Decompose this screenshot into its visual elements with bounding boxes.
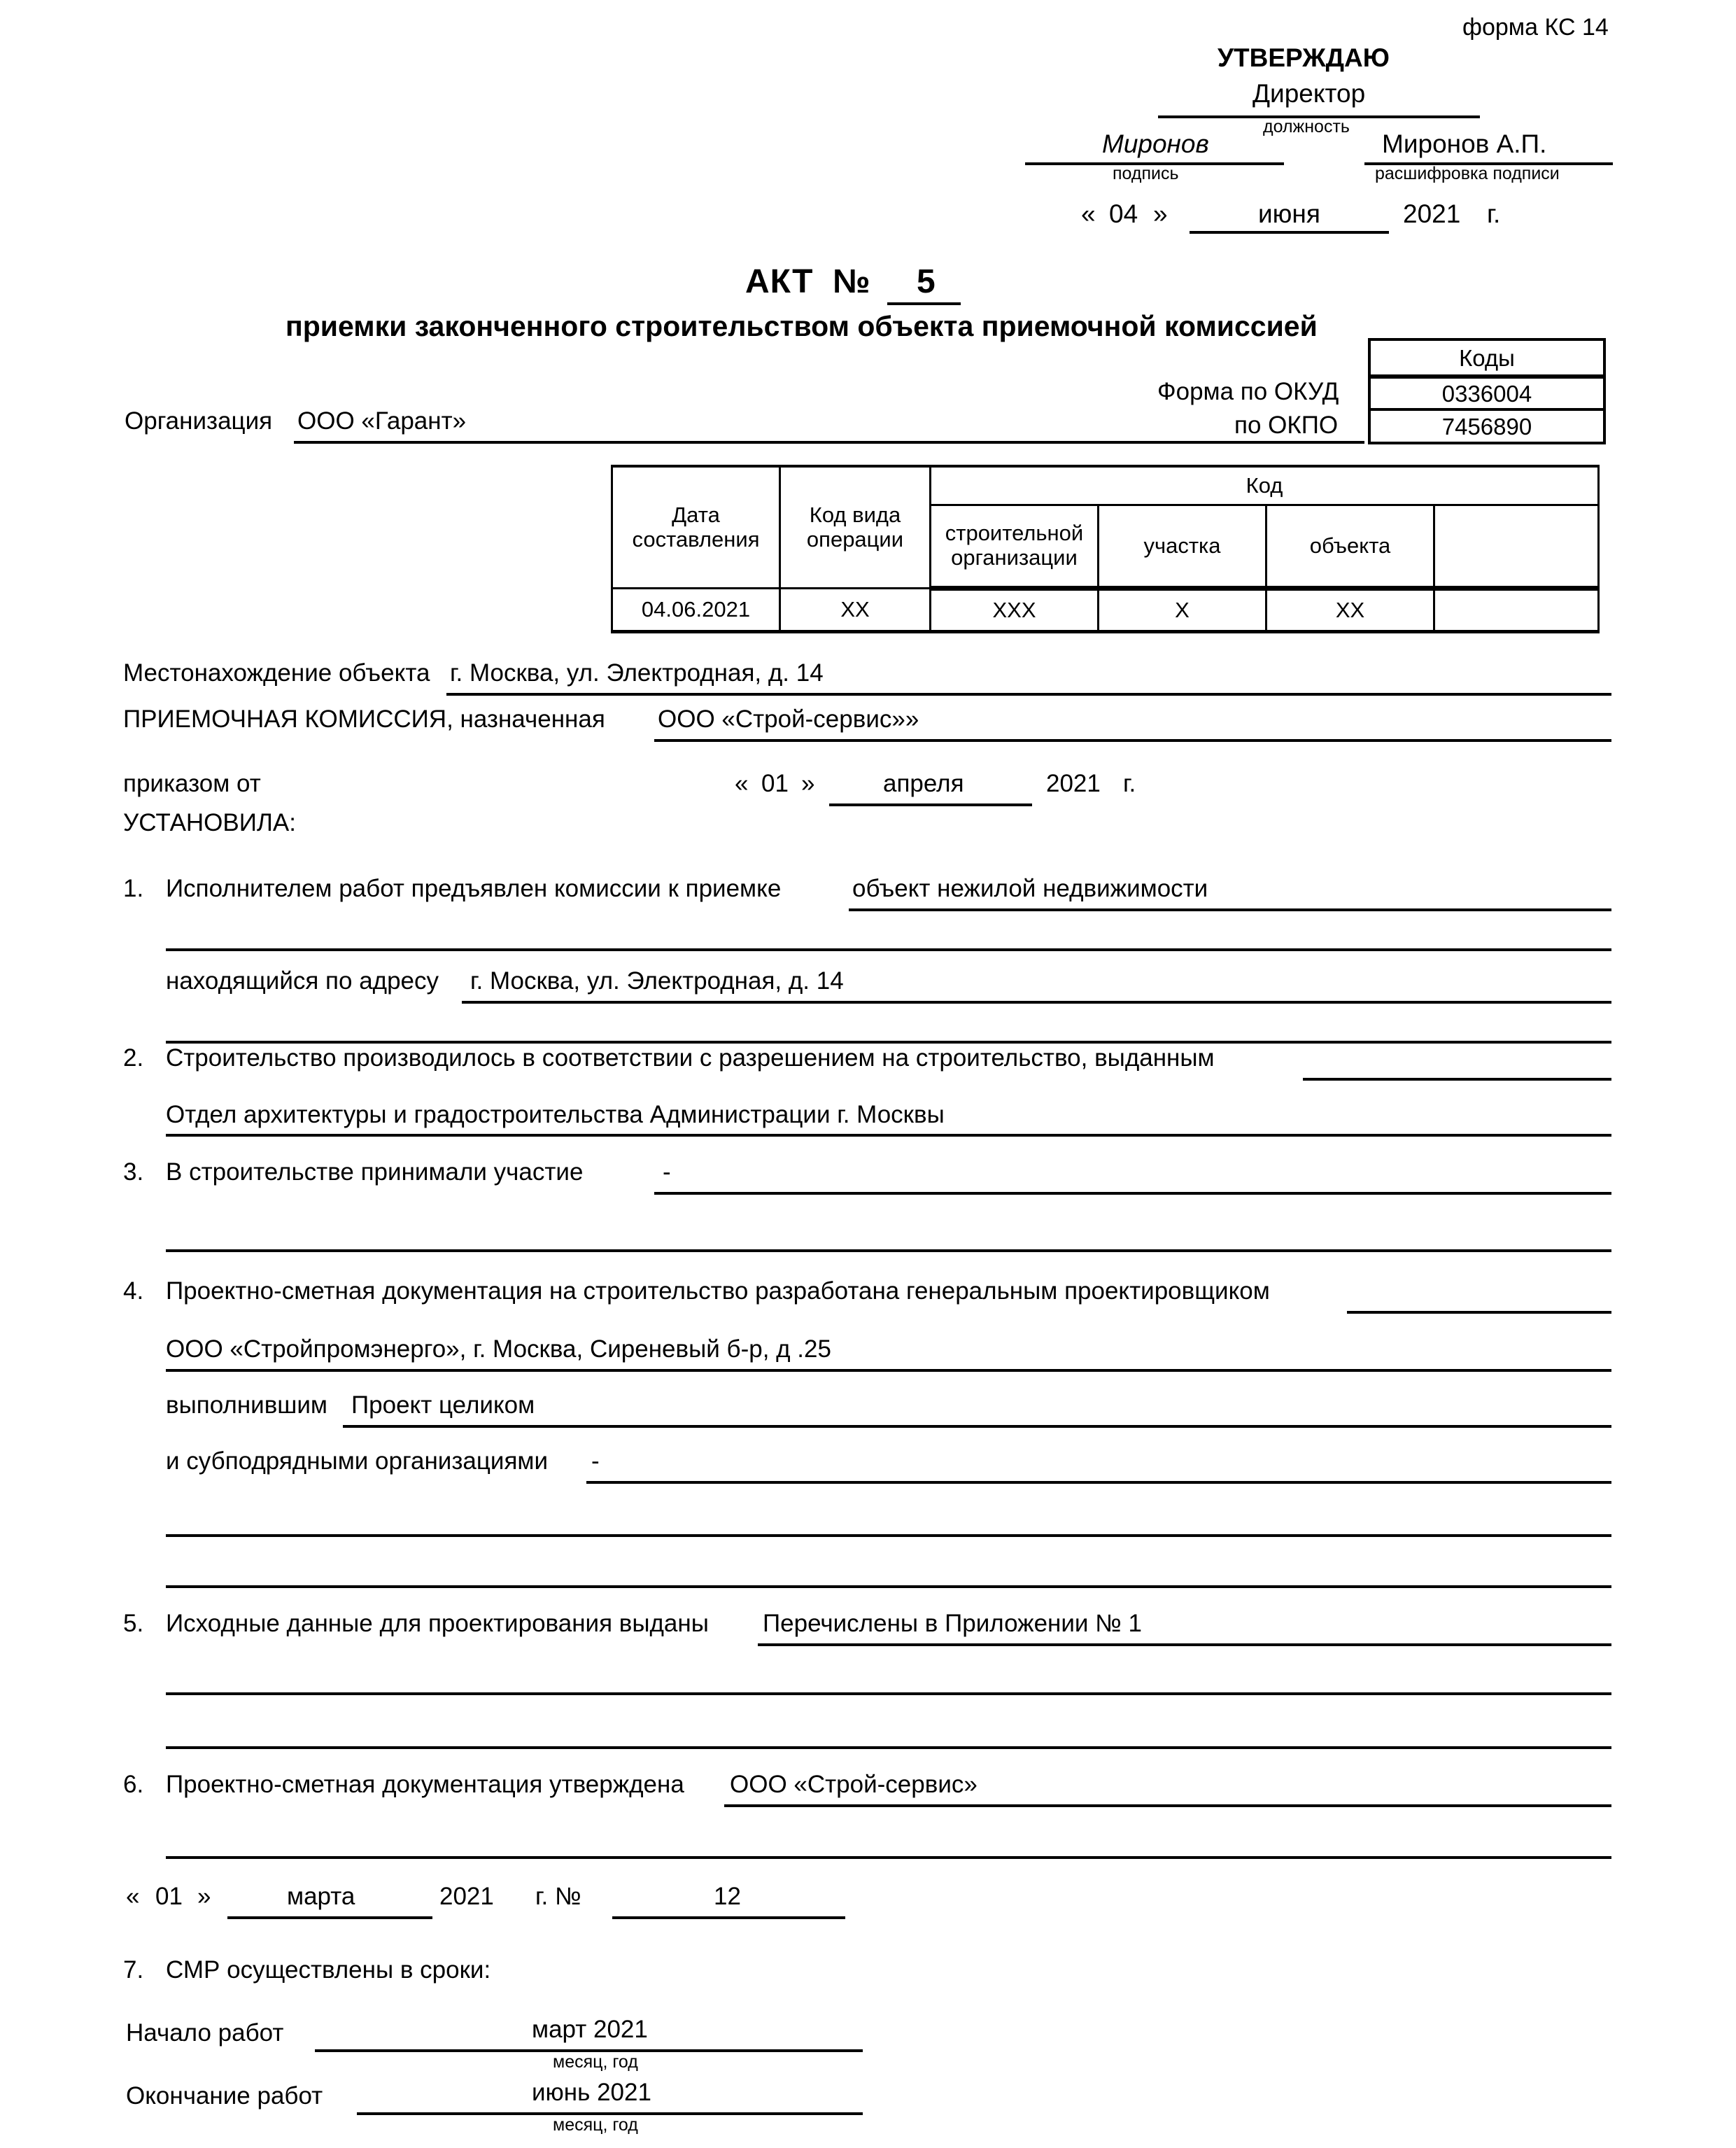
- table-header-date-line1: Дата: [672, 502, 720, 527]
- table-header-date: [612, 466, 780, 589]
- established-heading: УСТАНОВИЛА:: [123, 809, 296, 836]
- table-header-operation-line2: операции: [806, 526, 904, 552]
- item5-value: Перечислены в Приложении № 1: [763, 1610, 1142, 1637]
- item2-label: Строительство производилось в соответствии с разрешением на строительство, выданным: [166, 1044, 1215, 1072]
- organization-rule: [294, 441, 1364, 444]
- approval-doc-quote-close: »: [197, 1883, 211, 1910]
- order-label: приказом от: [123, 770, 261, 797]
- item5-number: 5.: [123, 1610, 144, 1637]
- codes-box-okud-label: Форма по ОКУД: [1157, 378, 1339, 405]
- item4-value-rule: [166, 1369, 1611, 1372]
- act-subtitle: приемки законченного строительством объекта приемочной комиссией: [285, 310, 1318, 342]
- item4-sub-rule: [586, 1481, 1611, 1484]
- item3-blank-rule: [166, 1249, 1611, 1252]
- act-number-sign: №: [833, 263, 871, 300]
- codes-box-okpo-label: по ОКПО: [1234, 412, 1339, 439]
- approval-date-quote-open: «: [1081, 199, 1096, 228]
- approval-date-day: 04: [1109, 199, 1138, 228]
- item6-value-rule: [724, 1804, 1611, 1807]
- approval-doc-year-suffix: г. №: [535, 1883, 581, 1910]
- item7-end-caption: месяц, год: [553, 2115, 638, 2135]
- act-word: АКТ: [745, 263, 814, 300]
- item6-number: 6.: [123, 1771, 144, 1798]
- approval-position-value: Директор: [1252, 79, 1366, 108]
- item4-performed-value: Проект целиком: [351, 1391, 535, 1419]
- codes-data-table: [611, 465, 1600, 633]
- item5-value-rule: [758, 1643, 1611, 1646]
- approval-signature-caption: подпись: [1113, 164, 1179, 183]
- item7-label: СМР осуществлены в сроки:: [166, 1956, 491, 1984]
- table-value-operation-code: ХХ: [780, 589, 931, 632]
- item1-address-value: г. Москва, ул. Электродная, д. 14: [470, 967, 844, 995]
- table-header-operation: [780, 466, 931, 589]
- table-header-org-line2: организации: [951, 545, 1078, 570]
- item7-start-label: Начало работ: [126, 2019, 284, 2047]
- organization-value: ООО «Гарант»: [297, 407, 467, 435]
- act-number-value: 5: [917, 263, 936, 300]
- item1-label: Исполнителем работ предъявлен комиссии к приемке: [166, 875, 782, 902]
- item3-value: -: [663, 1158, 671, 1186]
- item4-sub-value: -: [591, 1447, 600, 1475]
- commission-label: ПРИЕМОЧНАЯ КОМИССИЯ, назначенная: [123, 706, 605, 733]
- table-value-object-code: ХХ: [1266, 589, 1434, 632]
- form-code-label: форма КС 14: [1462, 14, 1609, 41]
- item7-start-caption: месяц, год: [553, 2052, 638, 2072]
- item3-label: В строительстве принимали участие: [166, 1158, 584, 1186]
- codes-box: [1368, 338, 1606, 444]
- approval-doc-month: марта: [287, 1883, 355, 1910]
- table-value-plot-code: Х: [1099, 589, 1266, 632]
- approval-doc-month-rule: [227, 1916, 432, 1919]
- item1-address-label: находящийся по адресу: [166, 967, 439, 995]
- location-label: Местонахождение объекта: [123, 659, 430, 687]
- table-value-date: 04.06.2021: [612, 589, 780, 632]
- item1-address-rule: [462, 1001, 1611, 1004]
- approval-date-quote-close: »: [1153, 199, 1168, 228]
- order-year-suffix: г.: [1123, 770, 1136, 797]
- item5-blank-rule-1: [166, 1692, 1611, 1695]
- approval-position-caption: должность: [1263, 117, 1350, 136]
- commission-value: ООО «Строй-сервис»»: [658, 706, 919, 733]
- item5-label: Исходные данные для проектирования выданы: [166, 1610, 709, 1637]
- item4-value: ООО «Стройпромэнерго», г. Москва, Сиреневый б-р, д .25: [166, 1335, 831, 1363]
- table-header-kod: Код: [931, 466, 1599, 505]
- table-header-org: [931, 505, 1099, 589]
- item2-label-tail-rule: [1303, 1078, 1611, 1081]
- item6-blank-rule: [166, 1856, 1611, 1859]
- table-header-object: объекта: [1266, 505, 1434, 589]
- item7-number: 7.: [123, 1956, 144, 1984]
- approval-signature-decode-caption: расшифровка подписи: [1375, 164, 1560, 183]
- approval-doc-number: 12: [714, 1883, 741, 1910]
- approval-doc-day: 01: [155, 1883, 183, 1910]
- approval-doc-quote-open: «: [126, 1883, 140, 1910]
- commission-rule: [654, 739, 1611, 742]
- location-value: г. Москва, ул. Электродная, д. 14: [450, 659, 824, 687]
- table-value-extra: [1434, 589, 1599, 632]
- item7-end-value: июнь 2021: [532, 2079, 651, 2106]
- approval-signature-value: Миронов: [1102, 129, 1209, 158]
- item4-performed-rule: [343, 1425, 1611, 1428]
- table-header-org-line1: строительной: [945, 521, 1084, 546]
- item4-blank-rule-2: [166, 1585, 1611, 1588]
- item4-performed-label: выполнившим: [166, 1391, 327, 1419]
- item1-number: 1.: [123, 875, 144, 902]
- item4-label: Проектно-сметная документация на строительство разработана генеральным проектировщиком: [166, 1277, 1270, 1305]
- item4-label-tail-rule: [1347, 1311, 1611, 1314]
- approval-date-month: июня: [1258, 199, 1320, 228]
- item3-number: 3.: [123, 1158, 144, 1186]
- item3-value-rule: [654, 1192, 1611, 1195]
- item4-blank-rule-1: [166, 1534, 1611, 1537]
- codes-box-okpo-value: 7456890: [1371, 408, 1603, 442]
- approval-date-year-suffix: г.: [1487, 199, 1501, 228]
- organization-label: Организация: [125, 407, 273, 435]
- order-quote-close: »: [801, 770, 815, 797]
- table-value-org-code: ХХХ: [931, 589, 1099, 632]
- item4-number: 4.: [123, 1277, 144, 1305]
- approval-doc-number-rule: [612, 1916, 845, 1919]
- table-value-row: [612, 589, 1599, 632]
- item7-end-label: Окончание работ: [126, 2082, 323, 2110]
- codes-box-header: Коды: [1459, 344, 1515, 371]
- item2-value-rule: [166, 1134, 1611, 1137]
- approval-doc-year: 2021: [439, 1883, 494, 1910]
- act-number-rule: [887, 302, 961, 305]
- codes-box-okud-value: 0336004: [1371, 374, 1603, 408]
- approval-signature-decode-value: Миронов А.П.: [1382, 129, 1547, 158]
- item4-sub-label: и субподрядными организациями: [166, 1447, 549, 1475]
- order-day: 01: [761, 770, 789, 797]
- item6-label: Проектно-сметная документация утверждена: [166, 1771, 684, 1798]
- approval-date-year: 2021: [1403, 199, 1461, 228]
- item1-address-blank-rule: [166, 1041, 1611, 1044]
- approval-heading: УТВЕРЖДАЮ: [1218, 43, 1390, 72]
- order-month: апреля: [883, 770, 964, 797]
- order-year: 2021: [1046, 770, 1101, 797]
- item7-start-value: март 2021: [532, 2016, 648, 2043]
- table-header-plot: участка: [1099, 505, 1266, 589]
- item2-value: Отдел архитектуры и градостроительства Администрации г. Москвы: [166, 1101, 945, 1128]
- item6-value: ООО «Строй-сервис»: [730, 1771, 978, 1798]
- item1-blank-rule: [166, 948, 1611, 951]
- approval-date-month-rule: [1190, 231, 1389, 234]
- order-quote-open: «: [735, 770, 749, 797]
- table-header-operation-line1: Код вида: [809, 502, 901, 527]
- location-rule: [446, 693, 1611, 696]
- item5-blank-rule-2: [166, 1746, 1611, 1749]
- table-header-date-line2: составления: [632, 526, 760, 552]
- order-month-rule: [829, 803, 1032, 806]
- table-header-extra: [1434, 505, 1599, 589]
- table-header-row-1: [612, 466, 1599, 505]
- item2-number: 2.: [123, 1044, 144, 1072]
- item1-value: объект нежилой недвижимости: [852, 875, 1208, 902]
- item1-value-rule: [849, 908, 1611, 911]
